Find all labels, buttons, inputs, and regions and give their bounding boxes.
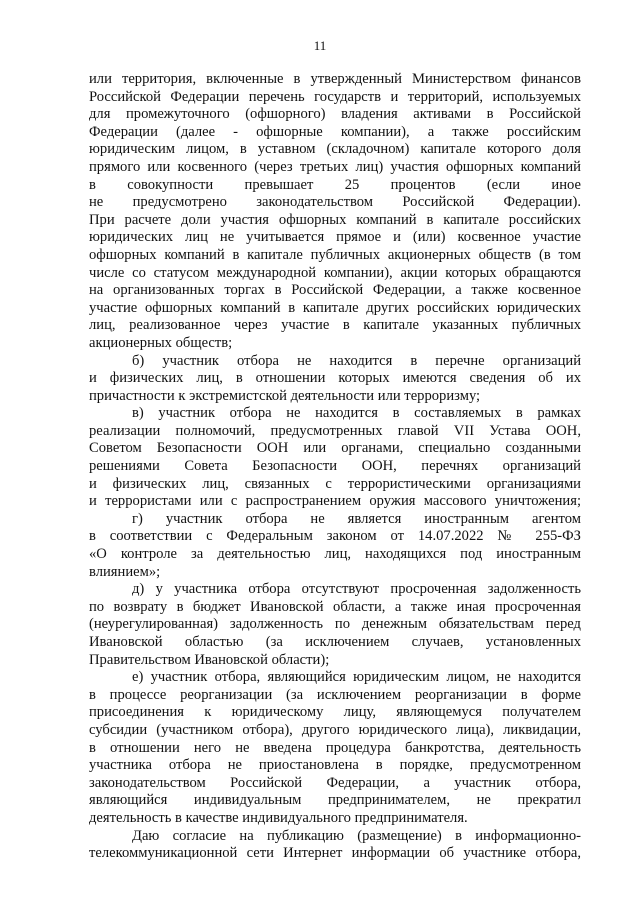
text-line: присоединения к юридическому лицу, являющемуся получателем: [89, 704, 581, 721]
text-line: в процессе реорганизации (за исключением реорганизации в форме: [89, 686, 581, 703]
text-line: «О контроле за деятельностью лиц, находящихся под иностранным: [89, 546, 581, 563]
text-line: г) участник отбора не является иностранным агентом: [132, 510, 581, 527]
text-line: офшорных компаний в капитале публичных акционерных обществ (в том: [89, 246, 581, 263]
text-line: телекоммуникационной сети Интернет информации об участнике отбора,: [89, 845, 581, 862]
text-line: акционерных обществ;: [89, 334, 233, 351]
text-line: числе со статусом международной компании), акции которых обращаются: [89, 264, 581, 281]
text-line: решениями Совета Безопасности ООН, перечнях организаций: [89, 458, 581, 475]
text-line: в) участник отбора не находится в составляемых в рамках: [132, 405, 581, 422]
text-line: участника отбора не приостановлена в порядке, предусмотренном: [89, 757, 581, 774]
text-line: и террористами или с распространением оружия массового уничтожения;: [89, 493, 581, 510]
text-line: Федерации (далее - офшорные компании), а также российским: [89, 123, 581, 140]
text-line: юридических лиц не учитывается прямое и (или) косвенное участие: [89, 229, 581, 246]
text-line: Российской Федерации перечень государств и территорий, используемых: [89, 88, 581, 105]
text-line: Ивановской областью (за исключением случаев, установленных: [89, 634, 581, 650]
text-line: б) участник отбора не находится в перечне организаций: [132, 352, 581, 369]
text-line: в соответствии с Федеральным законом от 14.07.2022 № 255-ФЗ: [89, 528, 581, 545]
text-line: являющийся индивидуальным предпринимателем, не прекратил: [89, 792, 581, 809]
text-line: е) участник отбора, являющийся юридическим лицом, не находится: [132, 669, 581, 686]
text-line: по возврату в бюджет Ивановской области, а также иная просроченная: [89, 598, 581, 615]
text-line: прямого или косвенного (через третьих лиц) участия офшорных компаний: [89, 158, 581, 175]
text-line: участие офшорных компаний в капитале других российских юридических: [89, 299, 581, 316]
text-line: в совокупности превышает 25 процентов (если иное: [89, 176, 581, 193]
text-line: законодательством Российской Федерации, а участник отбора,: [89, 774, 581, 791]
text-line: для промежуточного (офшорного) владения активами в Российской: [89, 106, 581, 123]
document-body: [89, 71, 581, 863]
text-line: субсидии (участником отбора), другого юридического лица), ликвидации,: [89, 721, 581, 738]
text-line: причастности к экстремистской деятельности или терроризму;: [89, 387, 481, 404]
text-line: в отношении него не введена процедура банкротства, деятельность: [89, 739, 581, 756]
text-line: и физических лиц, в отношении которых имеются сведения об их: [89, 370, 581, 387]
text-line: При расчете доли участия офшорных компаний в капитале российских: [89, 211, 581, 228]
text-line: и физических лиц, связанных с террористическими организациями: [89, 475, 581, 492]
text-line: д) у участника отбора отсутствуют просроченная задолженность: [132, 581, 581, 598]
text-line: не предусмотрено законодательством Российской Федерации).: [89, 194, 581, 211]
text-line: деятельность в качестве индивидуального предпринимателя.: [89, 809, 468, 826]
text-line: Советом Безопасности ООН или органами, специально созданными: [89, 440, 581, 457]
text-line: юридическим лицом, в уставном (складочном) капитале которого доля: [89, 141, 581, 158]
text-line: на организованных торгах в Российской Федерации, а также косвенное: [89, 282, 581, 299]
page-number: 11: [313, 38, 327, 53]
text-line: влиянием»;: [89, 563, 161, 580]
text-line: лиц, реализованное через участие в капитале указанных публичных: [89, 317, 581, 334]
text-line: или территория, включенные в утвержденный Министерством финансов: [89, 71, 581, 87]
text-line: реализации полномочий, предусмотренных главой VII Устава ООН,: [89, 422, 581, 439]
text-line: Правительством Ивановской области);: [89, 651, 330, 668]
text-line: (неурегулированная) задолженность по денежным обязательствам перед: [89, 616, 581, 633]
text-line: Даю согласие на публикацию (размещение) в информационно-: [132, 827, 581, 844]
